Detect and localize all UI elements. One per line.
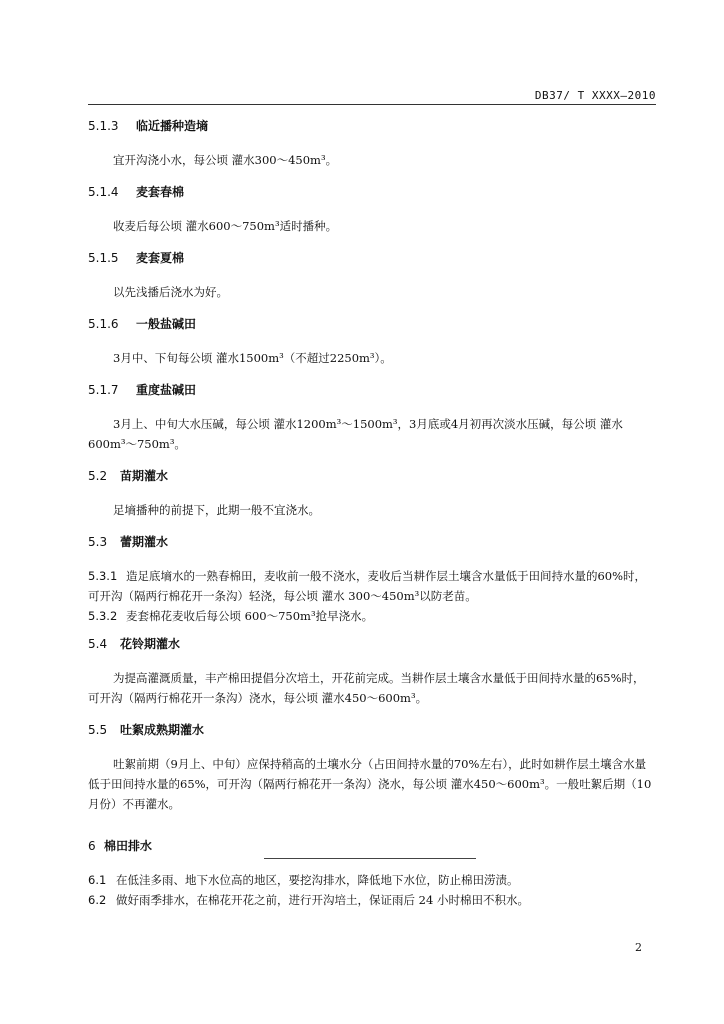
item-number: 6.2 [88, 893, 107, 907]
chapter-title: 棉田排水 [104, 839, 153, 853]
section-body: 以先浅播后浇水为好。 [113, 285, 228, 299]
item-text: 做好雨季排水，在棉花开花之前，进行开沟培土，保证雨后 24 小时棉田不积水。 [116, 893, 529, 907]
section-number: 5.1.3 [88, 119, 119, 133]
section-heading [88, 316, 656, 332]
section-heading [88, 250, 656, 266]
page-content [88, 118, 656, 910]
section-body: 足墒播种的前提下，此期一般不宜浇水。 [113, 503, 320, 517]
section-title: 蕾期灌水 [120, 535, 169, 549]
section-heading [88, 534, 656, 550]
section-number: 5.1.6 [88, 317, 119, 331]
chapter-number: 6 [88, 839, 96, 853]
section-number: 5.1.4 [88, 185, 119, 199]
section-number: 5.5 [88, 723, 108, 737]
section-title: 麦套夏棉 [136, 251, 185, 265]
section-heading [88, 636, 656, 652]
section-title: 吐絮成熟期灌水 [120, 723, 205, 737]
item-number: 5.3.1 [88, 569, 118, 583]
item-text: 麦套棉花麦收后每公顷 600～750m³抢早浇水。 [126, 609, 374, 623]
section-title: 临近播种造墒 [136, 119, 209, 133]
section-title: 花铃期灌水 [120, 637, 181, 651]
section-title: 重度盐碱田 [136, 383, 197, 397]
document-code: DB37/ T XXXX—2010 [534, 89, 656, 102]
header-rule [88, 104, 656, 105]
section-body: 为提高灌溉质量，丰产棉田提倡分次培土，开花前完成。当耕作层土壤含水量低于田间持水量的65%时，可开沟（隔两行棉花开一条沟）浇水，每公顷 灌水450～600m³。 [88, 671, 645, 705]
section-body: 3月上、中旬大水压碱，每公顷 灌水1200m³～1500m³，3月底或4月初再次淡水压碱，每公顷 灌水600m³～750m³。 [88, 417, 623, 451]
section-number: 5.1.7 [88, 383, 119, 397]
section-heading [88, 382, 656, 398]
numbered-item [88, 606, 656, 626]
section-number: 5.2 [88, 469, 108, 483]
item-text: 造足底墒水的一熟春棉田，麦收前一般不浇水，麦收后当耕作层土壤含水量低于田间持水量的60%时，可开沟（隔两行棉花开一条沟）轻浇，每公顷 灌水 300～450m³以防老苗。 [88, 569, 647, 603]
section-number: 5.4 [88, 637, 108, 651]
section-body: 吐絮前期（9月上、中旬）应保持稍高的土壤水分（占田间持水量的70%左右），此时如耕作层土壤含水量低于田间持水量的65%，可开沟（隔两行棉花开一条沟）浇水，每公顷 灌水450～600m³。一般吐絮后期（10月份）不再灌水。 [88, 757, 652, 811]
item-number: 5.3.2 [88, 609, 118, 623]
section-heading [88, 118, 656, 134]
section-number: 5.1.5 [88, 251, 119, 265]
numbered-item [88, 890, 656, 910]
end-of-document-rule [264, 858, 476, 859]
section-body: 宜开沟浇小水，每公顷 灌水300～450m³。 [113, 153, 338, 167]
section-heading [88, 468, 656, 484]
section-body: 收麦后每公顷 灌水600～750m³适时播种。 [113, 219, 338, 233]
section-title: 一般盐碱田 [136, 317, 197, 331]
page-number: 2 [635, 941, 642, 954]
numbered-item [88, 566, 656, 606]
chapter-heading [88, 838, 656, 854]
section-title: 麦套春棉 [136, 185, 185, 199]
item-number: 6.1 [88, 873, 107, 887]
numbered-item [88, 870, 656, 890]
section-heading [88, 184, 656, 200]
section-heading [88, 722, 656, 738]
section-title: 苗期灌水 [120, 469, 169, 483]
item-text: 在低洼多雨、地下水位高的地区，要挖沟排水，降低地下水位，防止棉田涝渍。 [116, 873, 519, 887]
section-body: 3月中、下旬每公顷 灌水1500m³（不超过2250m³）。 [113, 351, 392, 365]
section-number: 5.3 [88, 535, 108, 549]
